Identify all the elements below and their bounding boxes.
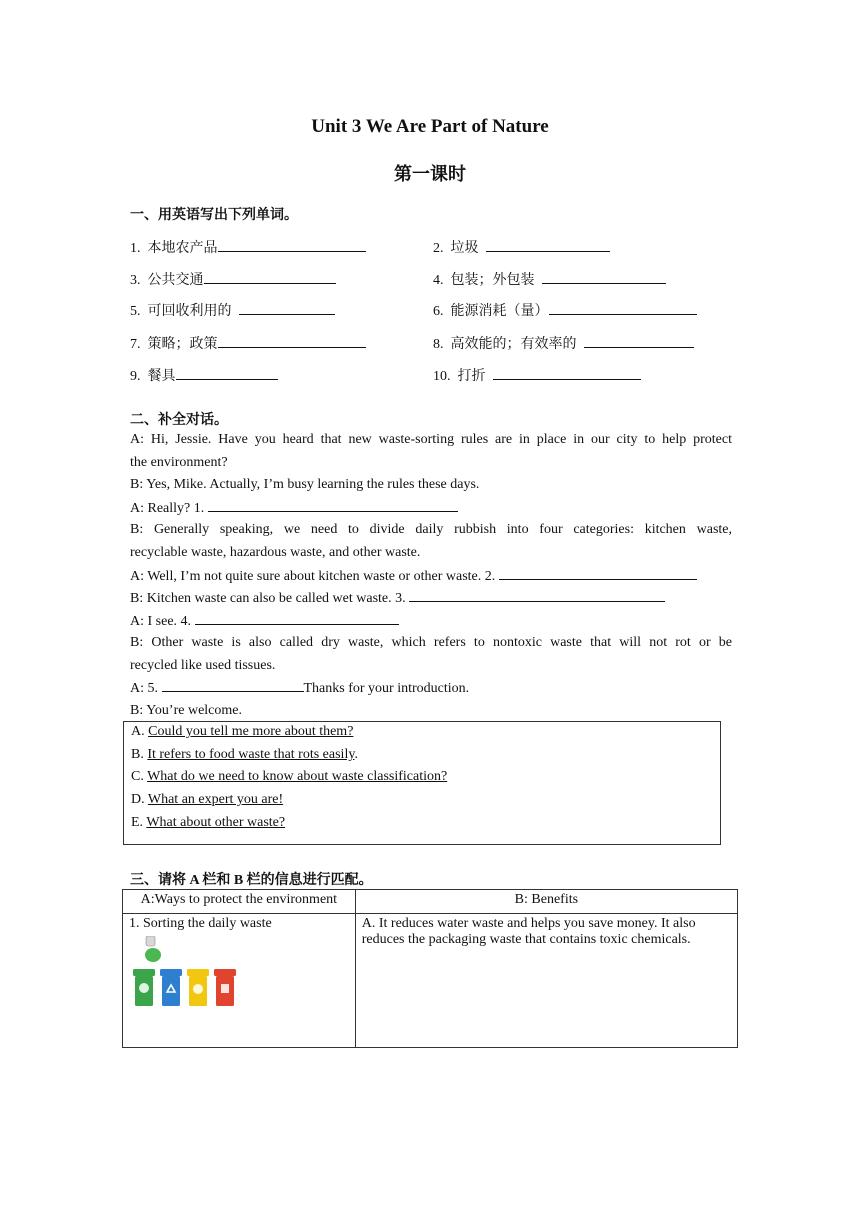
answer-blank[interactable] bbox=[239, 300, 335, 315]
dialogue-text: A: I see. 4. bbox=[130, 614, 192, 629]
page-title: Unit 3 We Are Part of Nature bbox=[311, 116, 549, 137]
dialogue-line: B: Generally speaking, we need to divide daily rubbish into four categories: kitchen waste, bbox=[130, 522, 732, 537]
option-c bbox=[131, 769, 447, 785]
vocab-text: 餐具 bbox=[147, 369, 176, 384]
vocab-item-9 bbox=[130, 365, 278, 385]
dialogue-text: A: Really? 1. bbox=[130, 501, 205, 516]
dialogue-line: B: You’re welcome. bbox=[130, 703, 242, 718]
option-text: What about other waste? bbox=[146, 815, 286, 830]
lesson-subtitle: 第一课时 bbox=[394, 164, 466, 184]
dialogue-text: B: Kitchen waste can also be called wet waste. 3. bbox=[130, 591, 406, 606]
waste-bins-illustration bbox=[129, 936, 349, 1016]
vocab-item-6 bbox=[433, 300, 697, 320]
vocab-text: 可回收利用的 bbox=[147, 304, 232, 319]
section2-heading: 二、补全对话。 bbox=[130, 413, 228, 428]
answer-blank[interactable] bbox=[176, 365, 278, 380]
answer-blank-5[interactable] bbox=[162, 677, 304, 692]
dialogue-line bbox=[130, 497, 732, 521]
blue-bin bbox=[162, 976, 180, 1006]
option-letter: E. bbox=[131, 815, 144, 830]
answer-blank[interactable] bbox=[218, 333, 366, 348]
dialogue-text: A: Well, I’m not quite sure about kitchen waste or other waste. 2. bbox=[130, 569, 496, 584]
dialogue-line bbox=[130, 677, 732, 701]
answer-blank[interactable] bbox=[204, 269, 336, 284]
options-box bbox=[123, 721, 721, 845]
vocab-text: 公共交通 bbox=[147, 273, 204, 288]
vocab-item-7 bbox=[130, 333, 366, 353]
answer-blank-2[interactable] bbox=[499, 565, 697, 580]
dialogue-line bbox=[130, 565, 732, 589]
vocab-text: 能源消耗（量） bbox=[450, 304, 549, 319]
dialogue-line: recyclable waste, hazardous waste, and other waste. bbox=[130, 545, 421, 560]
yellow-bin-lid bbox=[187, 969, 209, 976]
option-e bbox=[131, 815, 285, 831]
vocab-num: 7. bbox=[130, 337, 141, 352]
vocab-item-3 bbox=[130, 269, 336, 289]
dialogue-line bbox=[130, 587, 732, 611]
option-d bbox=[131, 792, 283, 808]
col-a-cell bbox=[123, 914, 356, 1048]
matching-table bbox=[122, 889, 738, 1048]
answer-blank[interactable] bbox=[584, 333, 694, 348]
dialogue-line: the environment? bbox=[130, 455, 228, 470]
vocab-text: 打折 bbox=[457, 369, 486, 384]
option-letter: C. bbox=[131, 769, 144, 784]
option-letter: A. bbox=[131, 724, 145, 739]
vocab-item-1 bbox=[130, 237, 366, 257]
vocab-num: 2. bbox=[433, 241, 444, 256]
col-b-cell bbox=[355, 914, 737, 1048]
vocab-text: 高效能的；有效率的 bbox=[450, 337, 577, 352]
answer-blank-1[interactable] bbox=[208, 497, 458, 512]
blue-bin-lid bbox=[160, 969, 182, 976]
vocab-item-10 bbox=[433, 365, 641, 385]
dialogue-text: A: 5. bbox=[130, 681, 158, 696]
vocab-item-4 bbox=[433, 269, 666, 289]
section3-heading: 三、请将 A 栏和 B 栏的信息进行匹配。 bbox=[130, 873, 373, 888]
answer-blank[interactable] bbox=[493, 365, 641, 380]
answer-blank[interactable] bbox=[486, 237, 610, 252]
option-letter: D. bbox=[131, 792, 145, 807]
option-b bbox=[131, 747, 358, 763]
col-b-header: B: Benefits bbox=[355, 890, 737, 914]
option-text: What an expert you are! bbox=[147, 792, 284, 807]
option-letter: B. bbox=[131, 747, 144, 762]
dialogue-line: B: Yes, Mike. Actually, I’m busy learning the rules these days. bbox=[130, 477, 480, 492]
vocab-num: 8. bbox=[433, 337, 444, 352]
vocab-num: 5. bbox=[130, 304, 141, 319]
dialogue-line bbox=[130, 610, 732, 634]
option-a bbox=[131, 724, 353, 740]
dialogue-line: recycled like used tissues. bbox=[130, 658, 276, 673]
vocab-num: 4. bbox=[433, 273, 444, 288]
vocab-item-2 bbox=[433, 237, 610, 257]
vocab-item-5 bbox=[130, 300, 335, 320]
answer-blank[interactable] bbox=[218, 237, 366, 252]
dialogue-line: A: Hi, Jessie. Have you heard that new waste-sorting rules are in place in our city to help protect bbox=[130, 432, 732, 447]
option-text: Could you tell me more about them? bbox=[148, 724, 354, 739]
answer-blank[interactable] bbox=[549, 300, 697, 315]
dialogue-line: B: Other waste is also called dry waste, which refers to nontoxic waste that will not rot or be bbox=[130, 635, 732, 650]
option-text: It refers to food waste that rots easily bbox=[147, 747, 355, 762]
way-text: 1. Sorting the daily waste bbox=[129, 916, 272, 931]
dialogue-text: Thanks for your introduction. bbox=[303, 681, 470, 696]
vocab-num: 10. bbox=[433, 369, 451, 384]
section1-heading: 一、用英语写出下列单词。 bbox=[130, 208, 298, 223]
vocab-num: 3. bbox=[130, 273, 141, 288]
vocab-text: 本地农产品 bbox=[147, 241, 218, 256]
col-a-header: A:Ways to protect the environment bbox=[123, 890, 356, 914]
vocab-text: 垃圾 bbox=[450, 241, 479, 256]
answer-blank[interactable] bbox=[542, 269, 666, 284]
option-suffix: . bbox=[354, 747, 358, 762]
option-text: What do we need to know about waste classification? bbox=[147, 769, 448, 784]
benefit-line: A. It reduces water waste and helps you save money. It also bbox=[361, 916, 696, 931]
vocab-text: 策略；政策 bbox=[147, 337, 218, 352]
vocab-num: 6. bbox=[433, 304, 444, 319]
vocab-num: 9. bbox=[130, 369, 141, 384]
answer-blank-3[interactable] bbox=[409, 587, 665, 602]
vocab-num: 1. bbox=[130, 241, 141, 256]
red-bin-lid bbox=[214, 969, 236, 976]
vocab-text: 包装；外包装 bbox=[450, 273, 535, 288]
benefit-line: reduces the packaging waste that contains toxic chemicals. bbox=[361, 932, 691, 947]
green-bin-lid bbox=[133, 969, 155, 976]
vocab-item-8 bbox=[433, 333, 694, 353]
answer-blank-4[interactable] bbox=[195, 610, 399, 625]
recycle-bins-icon bbox=[129, 936, 249, 1016]
